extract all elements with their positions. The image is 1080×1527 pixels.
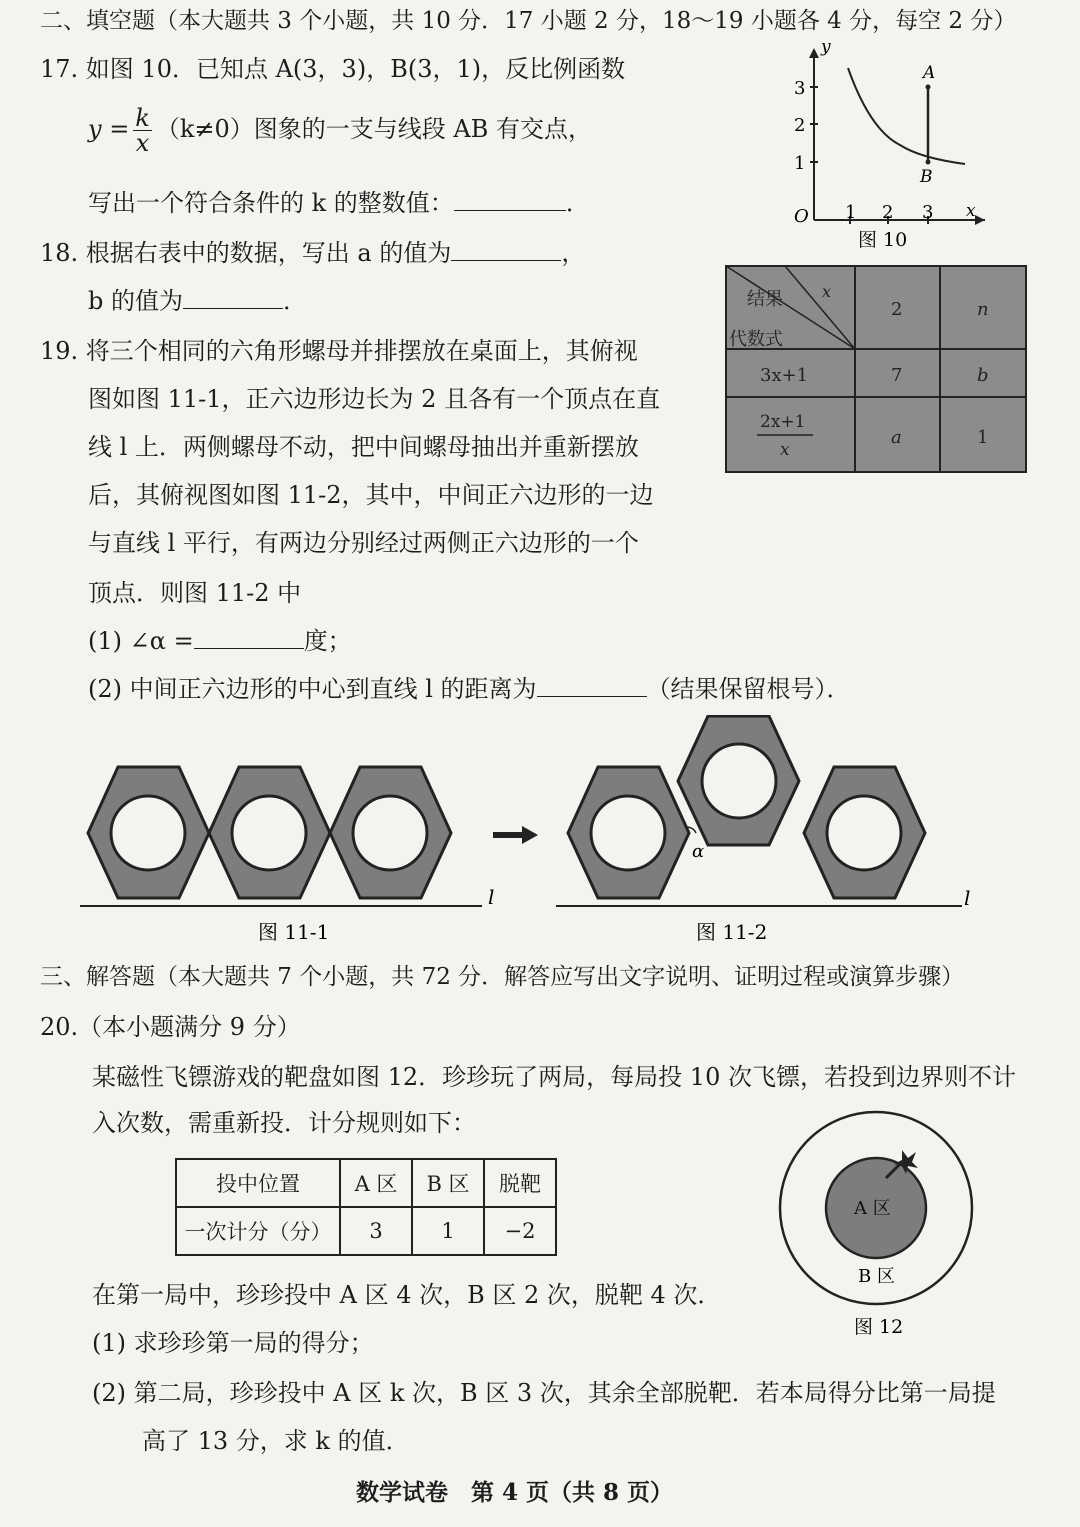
fig12-zone-b-label: B 区 [858, 1266, 895, 1287]
q19-sub2-text: (2) 中间正六边形的中心到直线 l 的距离为 [88, 675, 537, 703]
page-footer: 数学试卷 第 4 页（共 8 页） [356, 1479, 674, 1506]
q18-b-blank[interactable] [183, 286, 283, 309]
fig10-caption: 图 10 [858, 229, 908, 251]
section2-header: 二、填空题（本大题共 3 个小题，共 10 分．17 小题 2 分，18～19 小题各 4 分，每空 2 分） [40, 8, 1017, 34]
q20-p2: 入次数，需重新投．计分规则如下： [92, 1109, 476, 1137]
q20-val-b: 1 [412, 1207, 484, 1255]
q19-line5: 与直线 l 平行，有两边分别经过两侧正六边形的一个 [88, 529, 639, 557]
q20-sub2-a: (2) 第二局，珍珍投中 A 区 k 次，B 区 3 次，其余全部脱靶．若本局得分比第一局提 [92, 1379, 996, 1407]
q18-line2-end: ． [283, 287, 307, 315]
q20-val-miss: −2 [484, 1207, 556, 1255]
fig11-2-l-label: l [964, 886, 971, 910]
q20-p1: 某磁性飞镖游戏的靶盘如图 12．珍珍玩了两局，每局投 10 次飞镖，若投到边界则不计 [92, 1063, 1016, 1091]
q20-score-table [175, 1158, 557, 1256]
fig11-1-l-label: l [488, 885, 495, 909]
table-row2-val2: 1 [977, 427, 989, 448]
q19-distance-blank[interactable] [537, 674, 647, 697]
fig11-1-caption: 图 11-1 [258, 920, 330, 944]
q20-th-zone-b: B 区 [412, 1159, 484, 1207]
q19-line2: 图如图 11-1，正六边形边长为 2 且各有一个顶点在直 [88, 385, 661, 413]
table-row1-val1: 7 [891, 365, 903, 386]
table-corner-x: x [822, 282, 832, 301]
fig10-ytick-3: 3 [794, 78, 806, 99]
fig10-xtick-2: 2 [882, 202, 894, 223]
fig10-y-arrow [809, 48, 819, 58]
q19-angle-blank[interactable] [194, 626, 304, 649]
table-corner-result: 结果 [747, 289, 783, 310]
q19-line3: 线 l 上．两侧螺母不动，把中间螺母抽出并重新摆放 [88, 433, 639, 461]
fig10-point-b: B [920, 167, 933, 187]
table-corner-expression: 代数式 [729, 329, 783, 350]
q19-line4: 后，其俯视图如图 11-2，其中，中间正六边形的一边 [88, 481, 654, 509]
q20-row-label: 一次计分（分） [176, 1207, 340, 1255]
fig11-2-nuts [568, 716, 925, 898]
q17-y-eq: y = [88, 115, 130, 143]
q18-line1 [40, 238, 585, 268]
fig10-hyperbola [848, 68, 965, 164]
fig12-caption: 图 12 [854, 1316, 904, 1338]
table-row2-val1: a [891, 427, 902, 448]
q20-sub2-b: 高了 13 分，求 k 的值． [142, 1427, 410, 1455]
q20-th-zone-a: A 区 [340, 1159, 412, 1207]
figure-12 [778, 1110, 978, 1345]
figure-10 [770, 40, 1000, 255]
fig10-ytick-1: 1 [794, 153, 806, 174]
fig10-ytick-2: 2 [794, 115, 806, 136]
fig10-point-a: A [923, 63, 936, 83]
q20-p3: 在第一局中，珍珍投中 A 区 4 次，B 区 2 次，脱靶 4 次． [92, 1281, 722, 1309]
q17-frac-num: k [135, 104, 150, 132]
fig10-xtick-3: 3 [922, 202, 934, 223]
q17-line1: 17. 如图 10．已知点 A(3，3)，B(3，1)，反比例函数 [40, 55, 626, 83]
q19-sub2 [88, 674, 851, 704]
q19-line6: 顶点．则图 11-2 中 [88, 579, 302, 607]
fig10-x-arrow [975, 215, 985, 225]
table-row [176, 1207, 556, 1255]
q17-frac-den: x [135, 129, 150, 157]
table-row1-val2: b [977, 365, 989, 386]
q18-line2-text: b 的值为 [88, 287, 183, 315]
q20-title: 20.（本小题满分 9 分） [40, 1013, 301, 1041]
q17-line2 [88, 106, 592, 155]
q18-line1-text: 18. 根据右表中的数据，写出 a 的值为 [40, 239, 452, 267]
q17-line3 [88, 188, 590, 218]
table-row2-den: x [780, 440, 790, 460]
fig11-1-nuts [88, 767, 451, 898]
fig11-arrow [493, 826, 538, 844]
q20-th-position: 投中位置 [176, 1159, 340, 1207]
table-row1-label: 3x+1 [760, 365, 809, 386]
q20-th-miss: 脱靶 [484, 1159, 556, 1207]
values-table [725, 265, 1027, 473]
fig10-y-label: y [821, 40, 831, 57]
q19-sub2-end: （结果保留根号）． [646, 675, 851, 703]
table-row [176, 1159, 556, 1207]
section3-header: 三、解答题（本大题共 7 个小题，共 72 分．解答应写出文字说明、证明过程或演算步骤） [40, 964, 965, 990]
table-row2-num: 2x+1 [760, 412, 806, 432]
figure-11 [0, 715, 1080, 955]
table-col-2: 2 [891, 299, 903, 320]
q19-sub1-end: 度； [303, 627, 352, 655]
q19-line1: 19. 将三个相同的六角形螺母并排摆放在桌面上，其俯视 [40, 337, 638, 365]
q20-val-a: 3 [340, 1207, 412, 1255]
q18-a-blank[interactable] [451, 238, 561, 261]
q17-line3-end: ． [565, 189, 590, 217]
fig11-2-caption: 图 11-2 [696, 920, 768, 944]
fig11-alpha: α [692, 841, 705, 862]
q18-line2 [88, 286, 307, 316]
q19-sub1-text: (1) ∠α = [88, 627, 194, 655]
q17-line3-text: 写出一个符合条件的 k 的整数值： [88, 189, 454, 217]
q17-answer-blank[interactable] [454, 188, 566, 211]
q18-line1-end: ， [561, 239, 586, 267]
fig10-xtick-1: 1 [845, 202, 857, 223]
q20-sub1: (1) 求珍珍第一局的得分； [92, 1329, 374, 1357]
q19-sub1 [88, 626, 352, 656]
fig10-x-label: x [966, 201, 976, 221]
fig12-zone-a-label: A 区 [854, 1198, 891, 1219]
table-col-n: n [977, 299, 989, 320]
q17-fraction [133, 106, 152, 155]
q17-line2-rest: （k≠0）图象的一支与线段 AB 有交点， [155, 115, 592, 143]
fig10-origin: O [794, 206, 809, 227]
